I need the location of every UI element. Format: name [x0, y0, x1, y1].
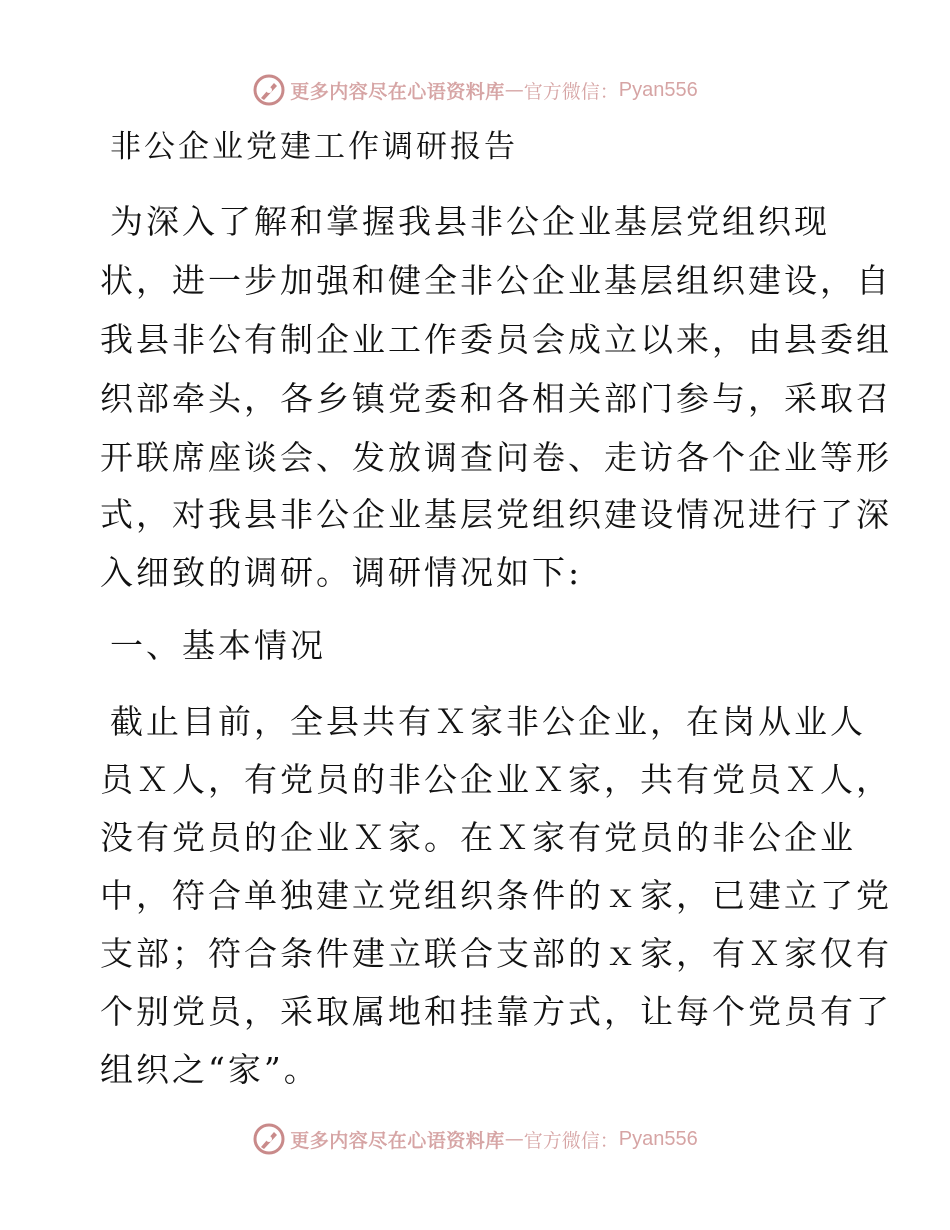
document-title: 非公企业党建工作调研报告	[110, 129, 518, 165]
intro-line: 我县非公有制企业工作委员会成立以来，由县委组	[100, 320, 892, 359]
section-line: 组织之“家”。	[100, 1050, 320, 1089]
section-line: 个别党员，采取属地和挂靠方式，让每个党员有了	[100, 992, 892, 1031]
watermark-wechat-label: 官方微信：	[523, 80, 619, 103]
intro-line: 状，进一步加强和健全非公企业基层组织建设，自	[100, 261, 892, 300]
watermark-banner-bottom	[0, 1117, 950, 1161]
section-line: 没有党员的企业Ｘ家。在Ｘ家有党员的非公企业	[100, 818, 856, 857]
watermark-separator: —	[504, 1128, 524, 1150]
pen-logo-icon	[252, 1122, 286, 1156]
intro-line: 式，对我县非公企业基层党组织建设情况进行了深	[100, 495, 892, 534]
watermark-wechat-label: 官方微信：	[523, 1129, 619, 1152]
section-heading: 一、基本情况	[110, 626, 326, 665]
section-line: 员Ｘ人，有党员的非公企业Ｘ家，共有党员Ｘ人，	[100, 760, 892, 799]
section-line: 截止目前，全县共有Ｘ家非公企业，在岗从业人	[110, 702, 866, 741]
intro-line: 入细致的调研。调研情况如下:	[100, 553, 583, 592]
intro-line: 开联席座谈会、发放调查问卷、走访各个企业等形	[100, 438, 892, 477]
pen-logo-icon	[252, 73, 286, 107]
intro-line: 织部牵头，各乡镇党委和各相关部门参与，采取召	[100, 379, 892, 418]
intro-line: 为深入了解和掌握我县非公企业基层党组织现	[110, 202, 830, 241]
watermark-wechat-id: Pyan556	[618, 78, 698, 101]
watermark-text: 更多内容尽在心语资料库	[290, 80, 505, 103]
watermark-separator: —	[504, 79, 524, 101]
section-line: 中，符合单独建立党组织条件的ｘ家，已建立了党	[100, 876, 892, 915]
section-line: 支部；符合条件建立联合支部的ｘ家，有Ｘ家仅有	[100, 934, 892, 973]
watermark-banner-top	[0, 68, 950, 112]
watermark-text: 更多内容尽在心语资料库	[290, 1129, 505, 1152]
watermark-wechat-id: Pyan556	[618, 1127, 698, 1150]
